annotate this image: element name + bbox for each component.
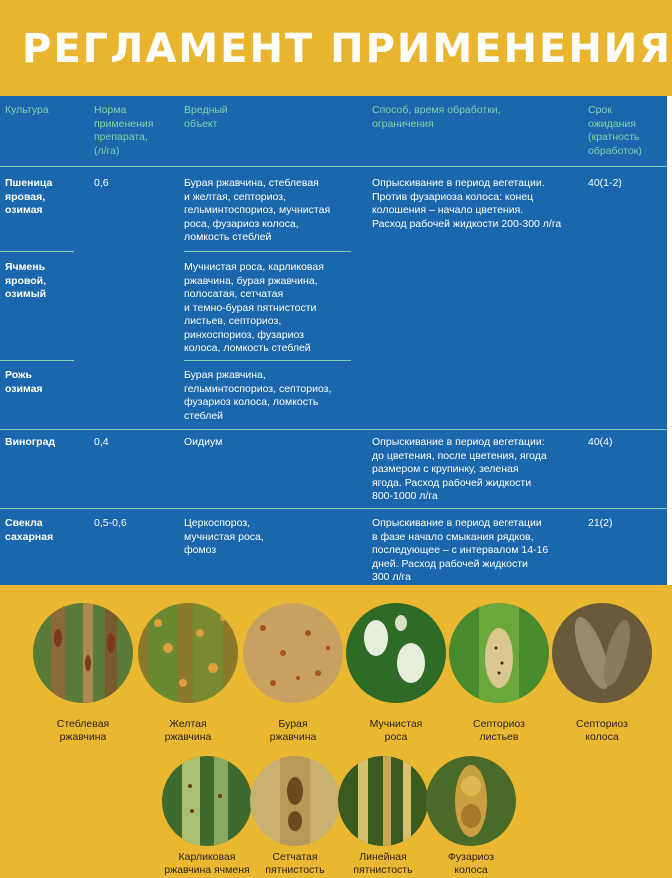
fusarium-ear-photo [426, 756, 516, 846]
row-divider [0, 360, 74, 361]
row-divider [184, 251, 351, 252]
caption-yellow-rust: Желтая ржавчина [164, 718, 212, 743]
header-banner [0, 0, 672, 96]
row-wheat-pest: Бурая ржавчина, стеблевая и желтая, септориоз, гельминтоспориоз, мучнистая роса, фузариоз колоса, ломкость стеблей [184, 177, 331, 243]
caption-linear-spot: Линейная пятнистость [353, 851, 413, 876]
header-term: Срок ожидания (кратность обработок) [588, 104, 642, 157]
header-pest: Вредный объект [184, 104, 228, 130]
yellow-rust-photo [138, 603, 238, 703]
row-wheat-method: Опрыскивание в период вегетации. Против фузариоза колоса: конец колошения – начало цветения. Расход рабочей жидкости 200-300 л/га [372, 177, 562, 230]
caption-septoria-leaf: Септориоз листьев [473, 718, 525, 743]
header-norm: Норма применения препарата, (л/га) [94, 104, 154, 157]
regulation-table [0, 96, 667, 585]
page-title: РЕГЛАМЕНТ ПРИМЕНЕНИЯ [22, 26, 672, 72]
row-beet-culture: Свекла сахарная [5, 517, 54, 543]
caption-powdery-mildew: Мучнистая роса [369, 718, 423, 743]
row-barley-culture: Ячмень яровой, озимый [5, 261, 47, 300]
disease-gallery [0, 585, 672, 878]
row-beet-pest: Церкоспороз, мучнистая роса, фомоз [184, 517, 264, 556]
linear-spot-photo [338, 756, 428, 846]
powdery-mildew-photo [346, 603, 446, 703]
row-grape-term: 40(4) [588, 436, 613, 448]
row-wheat-norm: 0,6 [94, 177, 109, 189]
row-grape-norm: 0,4 [94, 436, 109, 448]
row-divider [0, 251, 74, 252]
septoria-leaf-photo [449, 603, 549, 703]
caption-dwarf-rust: Карликовая ржавчина ячменя [164, 851, 250, 876]
septoria-ear-photo [552, 603, 652, 703]
caption-septoria-ear: Септориоз колоса [576, 718, 628, 743]
row-rye-culture: Рожь озимая [5, 369, 43, 395]
row-beet-method: Опрыскивание в период вегетации в фазе начало смыкания рядков, последующее – с интервалом 14-16 дней. Расход рабочей жидкости 300 л/га [372, 517, 549, 583]
row-divider [0, 508, 667, 509]
dwarf-rust-photo [162, 756, 252, 846]
caption-brown-rust: Бурая ржавчина [269, 718, 317, 743]
caption-fusarium-ear: Фузариоз колоса [447, 851, 495, 876]
header-culture: Культура [5, 104, 49, 116]
row-divider [184, 360, 351, 361]
row-wheat-term: 40(1-2) [588, 177, 622, 189]
caption-stem-rust: Стеблевая ржавчина [56, 718, 110, 743]
brown-rust-photo [243, 603, 343, 703]
row-barley-pest: Мучнистая роса, карликовая ржавчина, бурая ржавчина, полосатая, сетчатая и темно-бурая пятнистости листьев, септориоз, ринхоспориоз, фузариоз колоса, ломкость стеблей [184, 261, 324, 354]
caption-net-blotch: Сетчатая пятнистость [265, 851, 325, 876]
row-beet-norm: 0,5-0,6 [94, 517, 127, 529]
row-grape-culture: Виноград [5, 436, 56, 448]
row-wheat-culture: Пшеница яровая, озимая [5, 177, 53, 216]
row-grape-pest: Оидиум [184, 436, 223, 448]
net-blotch-photo [250, 756, 340, 846]
row-divider [0, 166, 667, 167]
row-grape-method: Опрыскивание в период вегетации: до цветения, после цветения, ягода размером с крупинку, зеленая ягода. Расход рабочей жидкости 800-1000 л/га [372, 436, 547, 502]
row-rye-pest: Бурая ржавчина, гельминтоспориоз, септориоз, фузариоз колоса, ломкость стеблей [184, 369, 332, 422]
row-divider [0, 429, 667, 430]
header-method: Способ, время обработки, ограничения [372, 104, 501, 130]
row-beet-term: 21(2) [588, 517, 613, 529]
stem-rust-photo [33, 603, 133, 703]
